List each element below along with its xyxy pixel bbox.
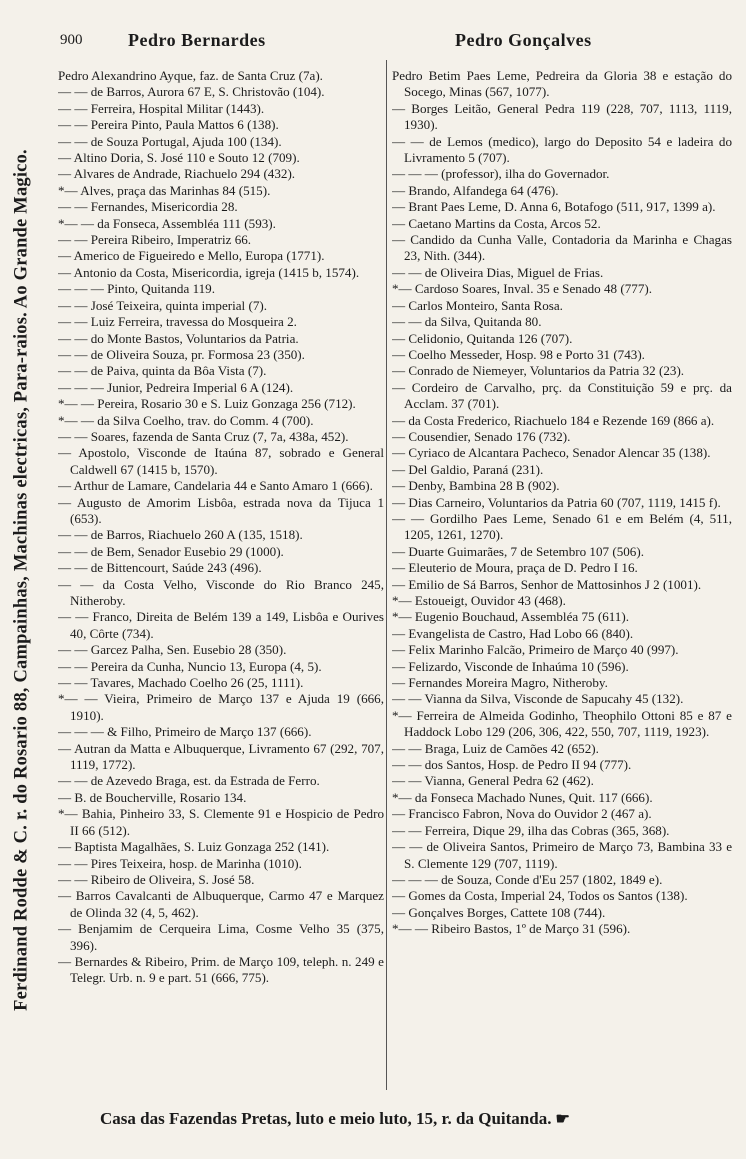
- directory-entry: — — de Azevedo Braga, est. da Estrada de Ferro.: [58, 773, 320, 789]
- side-advertisement: [0, 40, 44, 1100]
- directory-entry: *— Ferreira de Almeida Godinho, Theophilo Ottoni 85 e 87 e Haddock Lobo 129 (206, 306, 422, 550, 707, 1119, 1923).: [392, 707, 732, 740]
- directory-entry: — — — (professor), ilha do Governador.: [392, 166, 610, 182]
- directory-entry: — — de Oliveira Souza, pr. Formosa 23 (350).: [58, 346, 305, 362]
- directory-entry: — Francisco Fabron, Nova do Ouvidor 2 (467 a).: [392, 806, 652, 822]
- directory-entry: — — Ribeiro de Oliveira, S. José 58.: [58, 871, 255, 887]
- directory-entry: *— — Ribeiro Bastos, 1º de Março 31 (596).: [392, 921, 631, 937]
- directory-entry: — Bernardes & Ribeiro, Prim. de Março 109, teleph. n. 249 e Telegr. Urb. n. 9 e part. 51 (666, 775).: [58, 953, 384, 986]
- directory-entry: — Duarte Guimarães, 7 de Setembro 107 (506).: [392, 543, 644, 559]
- directory-entry: — Brando, Alfandega 64 (476).: [392, 182, 559, 198]
- directory-entry: — — de Lemos (medico), largo do Deposito 54 e ladeira do Livramento 5 (707).: [392, 133, 732, 166]
- directory-entry: — — dos Santos, Hosp. de Pedro II 94 (777).: [392, 757, 632, 773]
- directory-entry: — Gonçalves Borges, Cattete 108 (744).: [392, 904, 606, 920]
- directory-entry: — da Costa Frederico, Riachuelo 184 e Rezende 169 (866 a).: [392, 412, 715, 428]
- directory-entry: — Felizardo, Visconde de Inhaúma 10 (596).: [392, 658, 629, 674]
- directory-entry: — Apostolo, Visconde de Itaúna 87, sobrado e General Caldwell 67 (1415 b, 1570).: [58, 445, 384, 477]
- directory-entry: — — — Pinto, Quitanda 119.: [58, 281, 215, 297]
- directory-entry: — — — de Souza, Conde d'Eu 257 (1802, 1849 e).: [392, 871, 663, 887]
- directory-entry: — Autran da Matta e Albuquerque, Livramento 67 (292, 707, 1119, 1772).: [58, 740, 384, 773]
- pointing-hand-icon: ☛: [555, 1111, 570, 1128]
- directory-entry: *— — da Silva Coelho, trav. do Comm. 4 (700).: [58, 412, 314, 428]
- directory-entry: — Denby, Bambina 28 B (902).: [392, 478, 560, 494]
- directory-entry: — Borges Leitão, General Pedra 119 (228, 707, 1113, 1119, 1930).: [392, 100, 732, 133]
- directory-entry: *— Cardoso Soares, Inval. 35 e Senado 48 (777).: [392, 281, 653, 297]
- directory-entry: — Candido da Cunha Valle, Contadoria da Marinha e Chagas 23, Nith. (344).: [392, 232, 732, 264]
- directory-entry: — Dias Carneiro, Voluntarios da Patria 60 (707, 1119, 1415 f).: [392, 494, 721, 510]
- directory-entry: — — Garcez Palha, Sen. Eusebio 28 (350).: [58, 642, 287, 658]
- directory-entry: Pedro Alexandrino Ayque, faz. de Santa Cruz (7a).: [58, 68, 323, 83]
- directory-entry: — — Luiz Ferreira, travessa do Mosqueira 2.: [58, 314, 297, 330]
- directory-entry: — Caetano Martins da Costa, Arcos 52.: [392, 215, 601, 231]
- directory-entry: — — Soares, fazenda de Santa Cruz (7, 7a, 438a, 452).: [58, 428, 349, 444]
- directory-entry: — — de Souza Portugal, Ajuda 100 (134).: [58, 133, 282, 149]
- directory-entry: Pedro Betim Paes Leme, Pedreira da Gloria 38 e estação do Socego, Minas (567, 1077).: [392, 68, 732, 100]
- page-number: 900: [60, 32, 83, 48]
- directory-entry: — — Tavares, Machado Coelho 26 (25, 1111).: [58, 675, 304, 691]
- directory-entry: — — Gordilho Paes Leme, Senado 61 e em Belém (4, 511, 1205, 1261, 1270).: [392, 510, 732, 543]
- directory-entry: — Celidonio, Quitanda 126 (707).: [392, 330, 573, 346]
- directory-entry: — Cousendier, Senado 176 (732).: [392, 428, 571, 444]
- left-column: [58, 68, 384, 1090]
- directory-entry: — Gomes da Costa, Imperial 24, Todos os Santos (138).: [392, 888, 688, 904]
- directory-entry: *— — Vieira, Primeiro de Março 137 e Ajuda 19 (666, 1910).: [58, 691, 384, 723]
- directory-entry: *— Bahia, Pinheiro 33, S. Clemente 91 e Hospicio de Pedro II 66 (512).: [58, 806, 384, 838]
- directory-entry: — — — Junior, Pedreira Imperial 6 A (124).: [58, 379, 294, 395]
- footer-text: Casa das Fazendas Pretas, luto e meio luto, 15, r. da Quitanda.: [100, 1109, 552, 1128]
- directory-entry: — — de Barros, Aurora 67 E, S. Christovão (104).: [58, 84, 325, 100]
- directory-entry: — Augusto de Amorim Lisbôa, estrada nova da Tijuca 1 (653).: [58, 494, 384, 526]
- directory-entry: *— Alves, praça das Marinhas 84 (515).: [58, 182, 271, 198]
- directory-entry: — — Pereira Pinto, Paula Mattos 6 (138).: [58, 117, 279, 133]
- directory-entry: — Conrado de Niemeyer, Voluntarios da Patria 32 (23).: [392, 363, 685, 379]
- directory-entry: — — Vianna, General Pedra 62 (462).: [392, 773, 594, 789]
- directory-entry: *— Eugenio Bouchaud, Assembléa 75 (611).: [392, 609, 629, 625]
- footer-advertisement: [100, 1109, 732, 1129]
- directory-entry: — — do Monte Bastos, Voluntarios da Patria.: [58, 330, 299, 346]
- directory-entry: *— — da Fonseca, Assembléa 111 (593).: [58, 215, 276, 231]
- directory-entry: — — Braga, Luiz de Camões 42 (652).: [392, 740, 599, 756]
- directory-entry: — — José Teixeira, quinta imperial (7).: [58, 297, 268, 313]
- header-left-keyword: Pedro Bernardes: [128, 30, 266, 50]
- directory-entry: — — de Oliveira Dias, Miguel de Frias.: [392, 264, 604, 280]
- directory-entry: — Felix Marinho Falcão, Primeiro de Março 40 (997).: [392, 642, 679, 658]
- directory-entry: — — Pereira da Cunha, Nuncio 13, Europa (4, 5).: [58, 658, 322, 674]
- directory-entry: — Brant Paes Leme, D. Anna 6, Botafogo (511, 917, 1399 a).: [392, 199, 716, 215]
- directory-entry: — — de Paiva, quinta da Bôa Vista (7).: [58, 363, 267, 379]
- directory-entry: — Arthur de Lamare, Candelaria 44 e Santo Amaro 1 (666).: [58, 478, 373, 494]
- directory-entry: — Coelho Messeder, Hosp. 98 e Porto 31 (743).: [392, 346, 645, 362]
- directory-entry: — Antonio da Costa, Misericordia, igreja (1415 b, 1574).: [58, 264, 360, 280]
- directory-entry: — Benjamim de Cerqueira Lima, Cosme Velho 35 (375, 396).: [58, 921, 384, 953]
- directory-entry: — Carlos Monteiro, Santa Rosa.: [392, 297, 563, 313]
- directory-entry: — Del Galdio, Paraná (231).: [392, 461, 544, 477]
- side-advertisement-text: Ferdinand Rodde & C. r. do Rosario 88, Campainhas, Machinas electricas, Para-raios. Ao Grande Magico.: [11, 149, 32, 1011]
- directory-entry: *— — Pereira, Rosario 30 e S. Luiz Gonzaga 256 (712).: [58, 396, 356, 412]
- directory-entry: — — Pereira Ribeiro, Imperatriz 66.: [58, 232, 252, 248]
- directory-entry: — — Franco, Direita de Belém 139 a 149, Lisbôa e Ourives 40, Côrte (734).: [58, 609, 384, 641]
- directory-entry: — Barros Cavalcanti de Albuquerque, Carmo 47 e Marquez de Olinda 32 (4, 5, 462).: [58, 888, 384, 920]
- directory-entry: — Altino Doria, S. José 110 e Souto 12 (709).: [58, 150, 300, 166]
- directory-entry: — — Ferreira, Dique 29, ilha das Cobras (365, 368).: [392, 822, 670, 838]
- directory-entry: — Evangelista de Castro, Had Lobo 66 (840).: [392, 625, 634, 641]
- directory-entry: — — de Barros, Riachuelo 260 A (135, 1518).: [58, 527, 303, 543]
- directory-entry: — — de Oliveira Santos, Primeiro de Março 73, Bambina 33 e S. Clemente 129 (707, 1119).: [392, 839, 732, 871]
- directory-entry: — Eleuterio de Moura, praça de D. Pedro I 16.: [392, 560, 638, 576]
- directory-entry: — Cyriaco de Alcantara Pacheco, Senador Alencar 35 (138).: [392, 445, 711, 461]
- directory-entry: — B. de Boucherville, Rosario 134.: [58, 789, 247, 805]
- directory-entry: — — Fernandes, Misericordia 28.: [58, 199, 238, 215]
- column-divider: [386, 60, 387, 1090]
- header-right-keyword: Pedro Gonçalves: [455, 30, 592, 50]
- directory-entry: — — Vianna da Silva, Visconde de Sapucahy 45 (132).: [392, 691, 684, 707]
- directory-entry: — — — & Filho, Primeiro de Março 137 (666).: [58, 724, 312, 740]
- directory-entry: *— da Fonseca Machado Nunes, Quit. 117 (666).: [392, 789, 653, 805]
- directory-entry: — — de Bittencourt, Saúde 243 (496).: [58, 560, 262, 576]
- page-header: [60, 30, 734, 56]
- directory-entry: — — da Silva, Quitanda 80.: [392, 314, 542, 330]
- directory-entry: — Alvares de Andrade, Riachuelo 294 (432).: [58, 166, 296, 182]
- right-column: [392, 68, 732, 1090]
- directory-entry: — Emilio de Sá Barros, Senhor de Mattosinhos J 2 (1001).: [392, 576, 702, 592]
- directory-entry: — Americo de Figueiredo e Mello, Europa (1771).: [58, 248, 325, 264]
- directory-entry: — Fernandes Moreira Magro, Nitheroby.: [392, 675, 608, 691]
- directory-entry: — Cordeiro de Carvalho, prç. da Constituição 59 e prç. da Acclam. 37 (701).: [392, 379, 732, 412]
- directory-entry: — — Ferreira, Hospital Militar (1443).: [58, 100, 265, 116]
- directory-entry: — — de Bem, Senador Eusebio 29 (1000).: [58, 543, 284, 559]
- directory-entry: — — da Costa Velho, Visconde do Rio Branco 245, Nitheroby.: [58, 576, 384, 608]
- directory-entry: — Baptista Magalhães, S. Luiz Gonzaga 252 (141).: [58, 839, 330, 855]
- directory-entry: *— Estoueigt, Ouvidor 43 (468).: [392, 593, 566, 608]
- directory-entry: — — Pires Teixeira, hosp. de Marinha (1010).: [58, 855, 302, 871]
